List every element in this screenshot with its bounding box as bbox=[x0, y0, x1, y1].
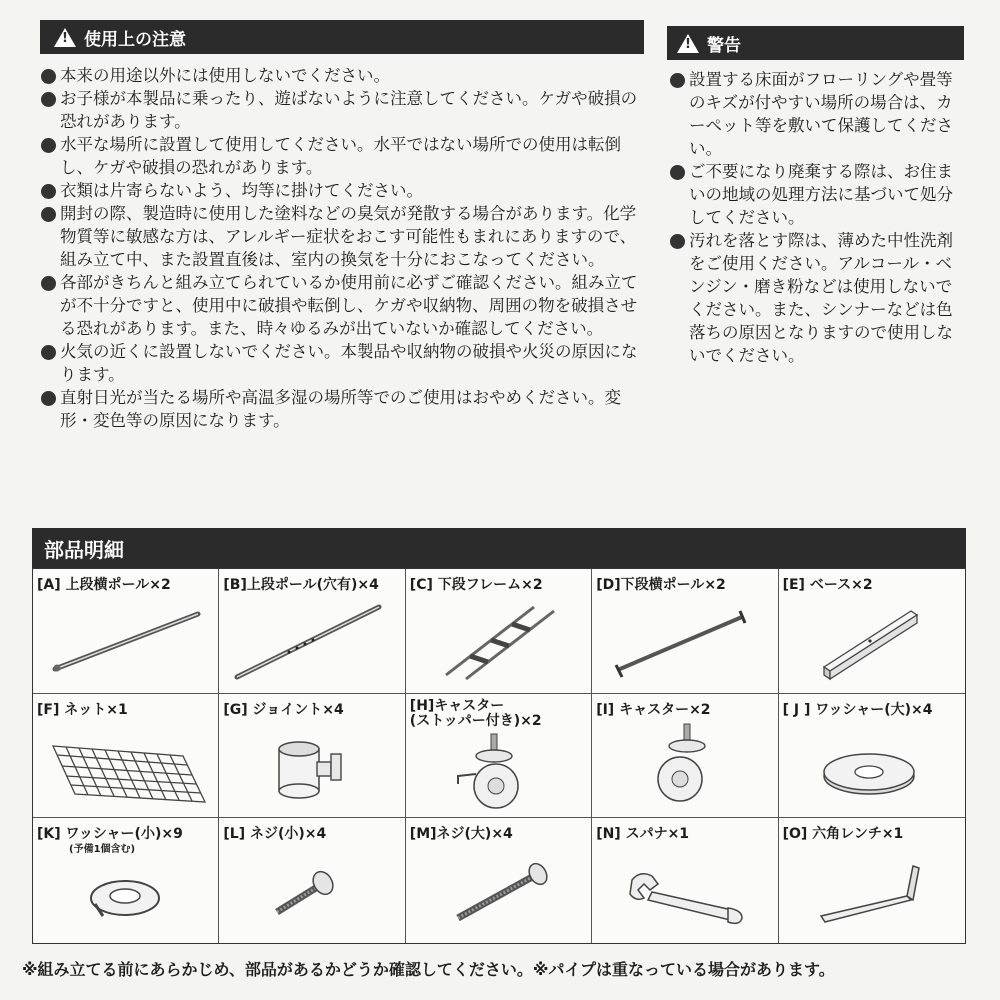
small-screw-icon bbox=[219, 818, 405, 943]
caution-item: 直射日光が当たる場所や高温多湿の場所等でのご使用はおやめください。変形・変色等の原因になります。 bbox=[41, 386, 651, 432]
caution-item: 火気の近くに設置しないでください。本製品や収納物の破損や火災の原因になります。 bbox=[41, 340, 651, 386]
warning-header bbox=[667, 26, 964, 60]
base-bar-icon bbox=[779, 569, 965, 694]
part-cell-c bbox=[406, 569, 592, 694]
pole-with-holes-icon bbox=[219, 569, 405, 694]
caution-item: 開封の際、製造時に使用した塗料などの臭気が発散する場合があります。化学物質等に敏感な方は、アレルギー症状をおこす可能性もまれにありますので、組み立て中、また設置直後は、室内の換気を十分におこなってください。 bbox=[41, 202, 651, 271]
caution-header bbox=[40, 20, 644, 54]
part-cell-o bbox=[779, 818, 965, 943]
warning-triangle-icon: ! bbox=[54, 28, 76, 47]
part-label: [C] 下段フレーム×2 bbox=[409, 577, 543, 593]
part-label: [I] キャスター×2 bbox=[596, 701, 711, 718]
part-label: [ J ] ワッシャー(大)×4 bbox=[782, 701, 933, 718]
caution-item: 本来の用途以外には使用しないでください。 bbox=[41, 64, 651, 87]
part-label: [B]上段ポール(穴有)×4 bbox=[223, 577, 379, 593]
part-cell-j bbox=[779, 694, 965, 819]
part-cell-f bbox=[33, 694, 219, 819]
part-label: [O] 六角レンチ×1 bbox=[782, 826, 904, 843]
warning-item: ご不要になり廃棄する際は、お住まいの地域の処理方法に基づいて処分してください。 bbox=[670, 160, 966, 229]
part-cell-l bbox=[219, 818, 405, 943]
warning-item: 設置する床面がフローリングや畳等のキズが付やすい場所の場合は、カーペット等を敷いて保護してください。 bbox=[670, 68, 966, 160]
part-label: [H]キャスター (ストッパー付き)×2 bbox=[409, 697, 542, 729]
part-cell-k bbox=[33, 818, 219, 943]
part-label: [L] ネジ(小)×4 bbox=[223, 826, 327, 843]
part-label: [F] ネット×1 bbox=[37, 701, 128, 718]
part-cell-g bbox=[219, 694, 405, 819]
part-label: [D]下段横ポール×2 bbox=[596, 577, 726, 593]
part-cell-b bbox=[219, 569, 405, 694]
spanner-icon bbox=[592, 818, 778, 943]
warning-item: 汚れを落とす際は、薄めた中性洗剤をご使用ください。アルコール・ベンジン・磨き粉などは使用しないでください。また、シンナーなどは色落ちの原因となりますので使用しないでください。 bbox=[670, 229, 966, 367]
part-cell-a bbox=[33, 569, 219, 694]
caution-item: 衣類は片寄らないよう、均等に掛けてください。 bbox=[41, 179, 651, 202]
small-washer-icon bbox=[33, 818, 219, 943]
warning-title: 警告 bbox=[707, 35, 741, 56]
caution-item: お子様が本製品に乗ったり、遊ばないように注意してください。ケガや破損の恐れがあります。 bbox=[41, 87, 651, 133]
part-label: [A] 上段横ポール×2 bbox=[37, 577, 171, 593]
parts-grid bbox=[32, 568, 966, 944]
wire-net-icon bbox=[33, 694, 219, 819]
part-label: [M]ネジ(大)×4 bbox=[409, 826, 513, 843]
caution-item: 各部がきちんと組み立てられているか使用前に必ずご確認ください。組み立てが不十分ですと、使用中に破損や転倒し、ケガや収納物、周囲の物を破損させる恐れがあります。また、時々ゆるみが出ていないか確認してください。 bbox=[41, 271, 651, 340]
hex-wrench-icon bbox=[779, 818, 965, 943]
caution-title: 使用上の注意 bbox=[84, 29, 186, 50]
part-cell-m bbox=[406, 818, 592, 943]
large-washer-icon bbox=[779, 694, 965, 819]
caster-icon bbox=[592, 694, 778, 819]
warning-list bbox=[670, 68, 966, 367]
part-cell-n bbox=[592, 818, 778, 943]
warning-triangle-icon: ! bbox=[677, 34, 699, 53]
parts-header bbox=[32, 528, 966, 568]
part-cell-h bbox=[406, 694, 592, 819]
horizontal-pole-icon bbox=[33, 569, 219, 694]
footnote: ※組み立てる前にあらかじめ、部品があるかどうか確認してください。※パイプは重なっている場合があります。 bbox=[22, 960, 835, 979]
part-label: [E] ベース×2 bbox=[782, 577, 873, 593]
parts-title: 部品明細 bbox=[44, 537, 124, 562]
caution-item: 水平な場所に設置して使用してください。水平ではない場所での使用は転倒し、ケガや破損の恐れがあります。 bbox=[41, 133, 651, 179]
caution-list bbox=[41, 64, 651, 432]
part-cell-e bbox=[779, 569, 965, 694]
ladder-frame-icon bbox=[406, 569, 592, 694]
joint-icon bbox=[219, 694, 405, 819]
part-label: [N] スパナ×1 bbox=[596, 826, 690, 843]
caster-stopper-icon bbox=[406, 694, 592, 819]
large-screw-icon bbox=[406, 818, 592, 943]
part-label: [G] ジョイント×4 bbox=[223, 701, 344, 718]
part-cell-i bbox=[592, 694, 778, 819]
part-cell-d bbox=[592, 569, 778, 694]
part-sub-label: (予備1個含む) bbox=[69, 844, 136, 856]
part-label: [K] ワッシャー(小)×9 bbox=[37, 826, 183, 843]
lower-pole-icon bbox=[592, 569, 778, 694]
